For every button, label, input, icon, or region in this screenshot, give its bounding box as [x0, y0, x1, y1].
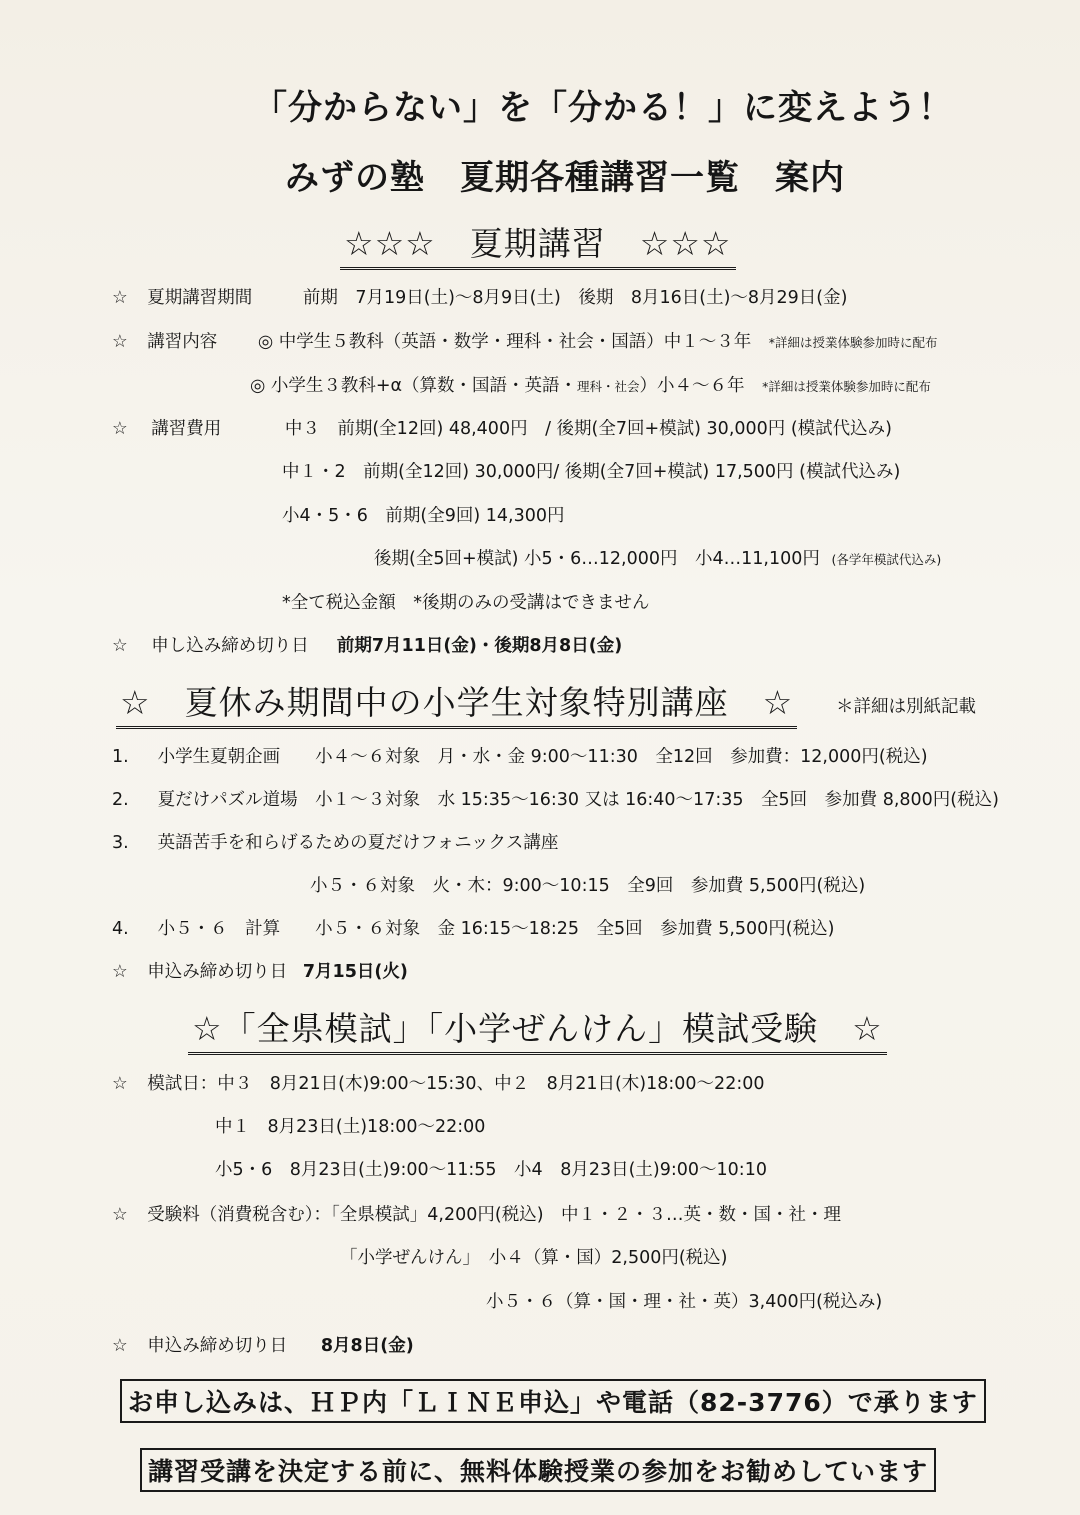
fee-e456: 小4・5・6 前期(全9回) 14,300円	[282, 506, 565, 526]
section-title-summer: ☆☆☆ 夏期講習 ☆☆☆	[340, 218, 736, 270]
row-deadline-mock	[112, 1332, 414, 1357]
mock-fees-line2: 「小学ぜんけん」 小４（算・国）2,500円(税込)	[340, 1248, 728, 1268]
mock-dates-line1: 模試日：中３ 8月21日(木)9:00～15:30、中２ 8月21日(木)18:00～22:00	[147, 1074, 765, 1094]
row-fee-elem-late	[374, 545, 941, 570]
content-note-junior: *詳細は授業体験参加時に配布	[768, 335, 938, 350]
special-note: ＊詳細は別紙記載	[836, 697, 976, 717]
special-item-1	[112, 743, 928, 768]
fee-c12: 中１・2 前期(全12回) 30,000円/ 後期(全7回+模試) 17,500円 (模試代込み)	[282, 462, 901, 482]
item-text: 小学生夏朝企画 小４～６対象 月・水・金 9:00～11:30 全12回 参加費：12,000円(税込)	[157, 747, 928, 767]
star-bullet: ☆	[112, 419, 128, 439]
row-deadline-summer	[112, 632, 622, 657]
content-item-elem-a: ◎ 小学生３教科+α（算数・国語・英語・	[250, 376, 578, 396]
star-bullet: ☆	[112, 332, 128, 352]
row-deadline-special	[112, 958, 408, 983]
item-number: 3.	[112, 833, 129, 853]
item-number: 4.	[112, 919, 129, 939]
special-item-3-detail: 小５・６対象 火・木：9:00～10:15 全9回 参加費 5,500円(税込)	[310, 876, 866, 896]
tax-note: *全て税込金額 *後期のみの受講はできません	[282, 593, 650, 613]
star-bullet: ☆	[112, 288, 128, 308]
deadline-value: 前期7月11日(金)・後期8月8日(金)	[336, 636, 623, 656]
star-bullet: ☆	[112, 1074, 128, 1094]
headline-title: みずの塾 夏期各種講習一覧 案内	[285, 158, 845, 198]
content-item-elem-c: ）小４～６年	[639, 376, 745, 396]
star-bullet: ☆	[112, 636, 128, 656]
period-value: 前期 7月19日(土)～8月9日(土) 後期 8月16日(土)～8月29日(金)	[302, 288, 848, 308]
row-mock-dates-1	[112, 1070, 765, 1095]
item-text: 英語苦手を和らげるための夏だけフォニックス講座	[157, 833, 559, 853]
row-period	[112, 284, 847, 309]
item-text: 夏だけパズル道場 小１～３対象 水 15:35～16:30 又は 16:40～17:35 全5回 参加費 8,800円(税込)	[157, 790, 999, 810]
mock-fees-line1: 受験料（消費税含む）：「全県模試」4,200円(税込) 中１・２・３…英・数・国・社・理	[147, 1205, 842, 1225]
star-bullet: ☆	[112, 1336, 128, 1356]
deadline-value: 7月15日(火)	[302, 962, 408, 982]
mock-dates-line2: 中１ 8月23日(土)18:00～22:00	[215, 1117, 486, 1137]
content-item-elem-b: 理科・社会	[577, 379, 640, 394]
mock-fees-line3: 小５・６（算・国・理・社・英）3,400円(税込み)	[486, 1292, 883, 1312]
trial-recommend-box: 講習受講を決定する前に、無料体験授業の参加をお勧めしています	[140, 1448, 936, 1492]
row-content-1	[112, 328, 938, 353]
deadline-label: 申込み締め切り日	[147, 962, 288, 982]
item-number: 2.	[112, 790, 129, 810]
row-content-2	[250, 372, 931, 397]
item-number: 1.	[112, 747, 129, 767]
special-item-4	[112, 915, 834, 940]
apply-info-box: お申し込みは、ＨＰ内「ＬＩＮＥ申込」や電話（82-3776）で承ります	[120, 1379, 986, 1423]
content-note-elem: *詳細は授業体験参加時に配布	[762, 379, 931, 394]
deadline-label: 申し込み締め切り日	[151, 636, 309, 656]
mock-dates-line3: 小5・6 8月23日(土)9:00～11:55 小4 8月23日(土)9:00～10:10	[215, 1160, 767, 1180]
star-bullet: ☆	[112, 962, 128, 982]
headline-slogan: 「分からない」を「分かる！」に変えよう！	[253, 88, 953, 128]
item-text: 小５・６ 計算 小５・６対象 金 16:15～18:25 全5回 参加費 5,500円(税込)	[157, 919, 835, 939]
row-mock-fees-1	[112, 1201, 841, 1226]
fee-elem-late-note: (各学年模試代込み)	[831, 552, 942, 567]
section-title-special: ☆ 夏休み期間中の小学生対象特別講座 ☆	[116, 677, 797, 729]
fee-elem-late: 後期(全5回+模試) 小5・6…12,000円 小4…11,100円	[374, 549, 820, 569]
special-item-2	[112, 786, 999, 811]
section-title-mock: ☆「全県模試」「小学ぜんけん」模試受験 ☆	[188, 1003, 887, 1055]
content-item-junior: ◎ 中学生５教科（英語・数学・理科・社会・国語）中１～３年	[257, 332, 752, 352]
special-item-3	[112, 829, 558, 854]
period-label: 夏期講習期間	[147, 288, 253, 308]
content-label: 講習内容	[147, 332, 218, 352]
star-bullet: ☆	[112, 1205, 128, 1225]
row-fees-c3	[112, 415, 892, 440]
deadline-value: 8月8日(金)	[320, 1336, 414, 1356]
deadline-label: 申込み締め切り日	[147, 1336, 288, 1356]
fee-c3: 中３ 前期(全12回) 48,400円 / 後期(全7回+模試) 30,000円 (模試代込み)	[284, 419, 893, 439]
fees-label: 講習費用	[151, 419, 222, 439]
